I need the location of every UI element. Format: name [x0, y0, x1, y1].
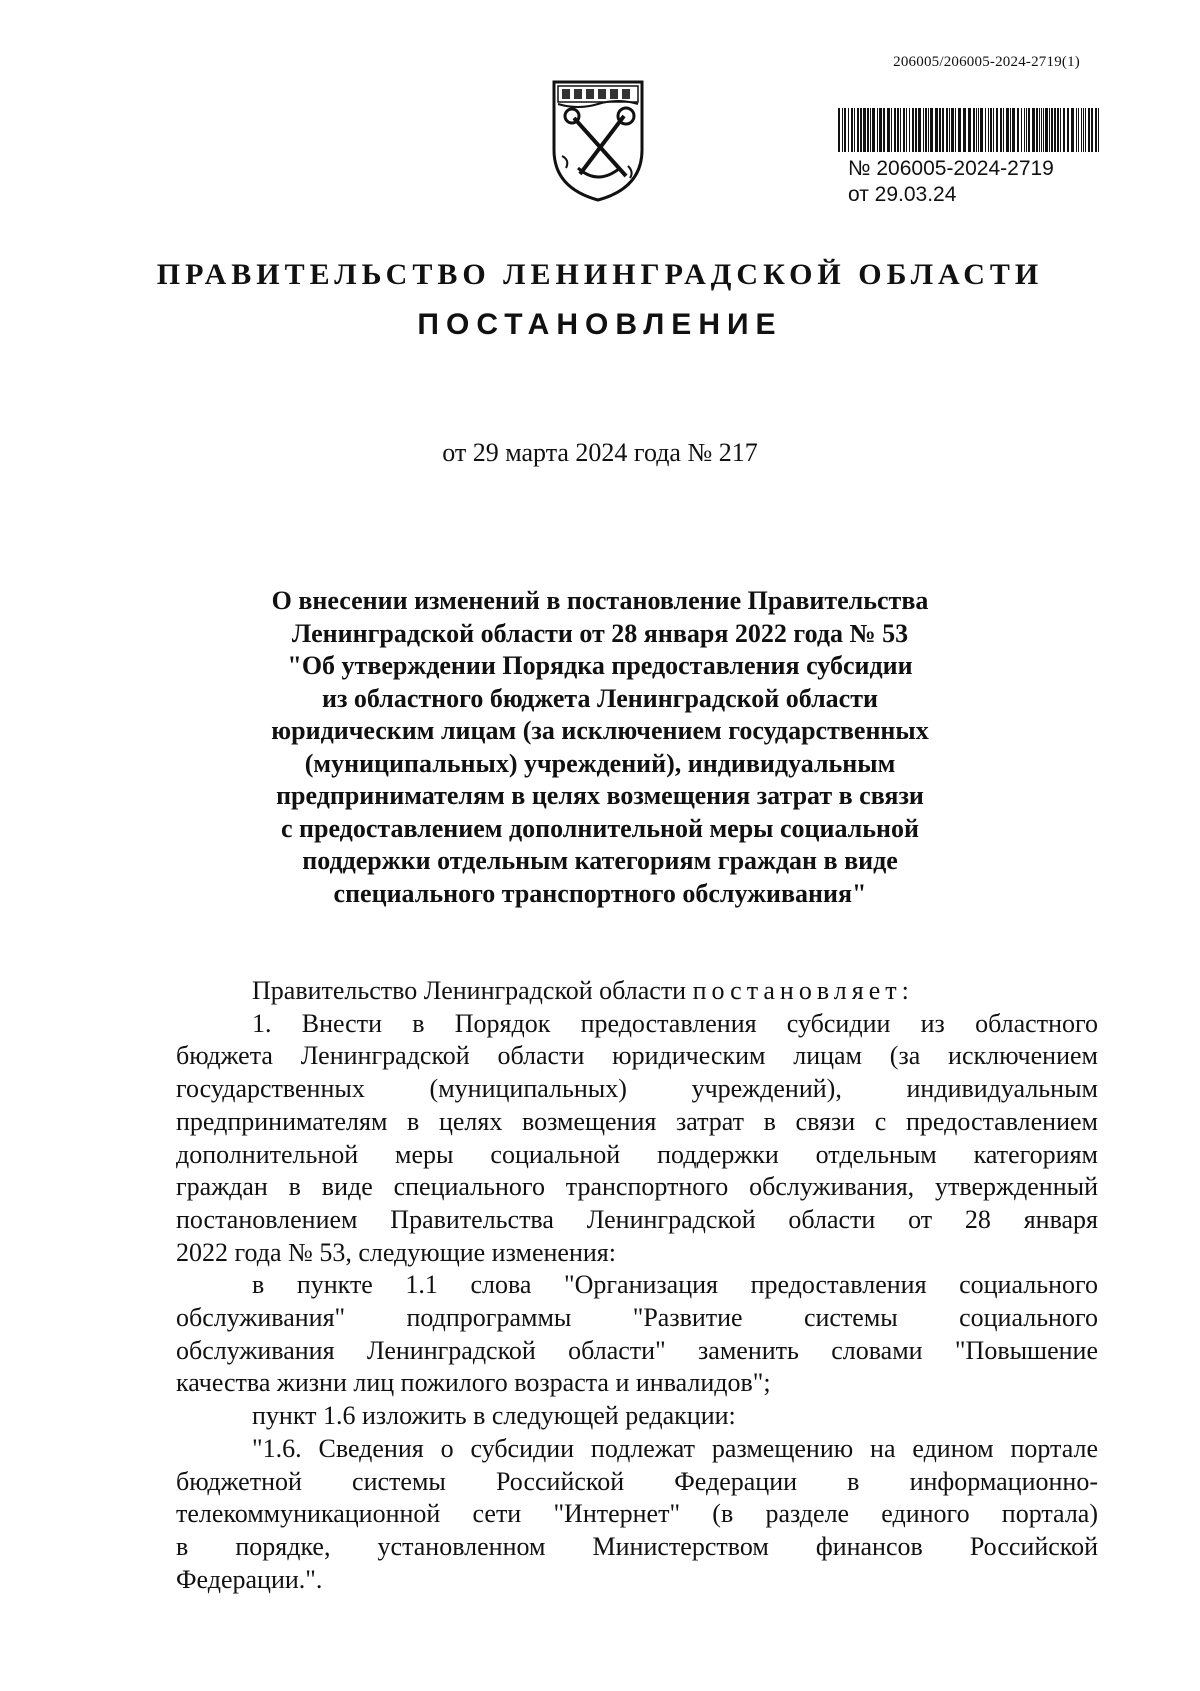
registration-number: № 206005-2024-2719 [848, 157, 1054, 180]
coat-of-arms-emblem [548, 76, 648, 204]
paragraph-4-line: телекоммуникационной сети "Интернет" (в разделе единого портала) [176, 1499, 1098, 1529]
subject-line: юридическим лицам (за исключением государственных [271, 716, 929, 745]
paragraph-2-line: обслуживания Ленинградской области" заменить словами "Повышение [176, 1335, 1098, 1365]
document-code: 206005/206005-2024-2719(1) [893, 54, 1080, 70]
paragraph-4-line: "1.6. Сведения о субсидии подлежат размещению на едином портале [252, 1433, 1098, 1463]
subject-line: специального транспортного обслуживания" [333, 878, 867, 908]
subject-line: О внесении изменений в постановление Правительства [271, 586, 929, 615]
subject-line: (муниципальных) учреждений), индивидуальным [304, 748, 896, 778]
paragraph-1-line: постановлением Правительства Ленинградской области от 28 января [176, 1204, 1098, 1234]
subject-line: "Об утверждении Порядка предоставления субсидии [287, 651, 913, 680]
paragraph-3-line: пункт 1.6 изложить в следующей редакции: [252, 1401, 736, 1431]
decree-subject [0, 585, 1200, 910]
subject-line: Ленинградской области от 28 января 2022 года № 53 [291, 618, 909, 648]
paragraph-4-line: бюджетной системы Российской Федерации в информационно- [176, 1466, 1098, 1496]
paragraph-4-line: в порядке, установленном Министерством финансов Российской [176, 1531, 1098, 1561]
paragraph-1-line: бюджета Ленинградской области юридическим лицам (за исключением [176, 1041, 1098, 1071]
paragraph-2-line: качества жизни лиц пожилого возраста и инвалидов"; [176, 1368, 771, 1398]
government-title: ПРАВИТЕЛЬСТВО ЛЕНИНГРАДСКОЙ ОБЛАСТИ [156, 258, 1044, 291]
subject-line: предпринимателям в целях возмещения затрат в связи [276, 781, 924, 810]
subject-line: из областного бюджета Ленинградской области [322, 683, 878, 713]
subject-line: с предоставлением дополнительной меры социальной [281, 813, 919, 843]
subject-line: поддержки отдельным категориям граждан в виде [302, 846, 898, 875]
paragraph-4-line: Федерации.". [176, 1564, 323, 1594]
registration-date: от 29.03.24 [848, 183, 957, 206]
registration-stamp [848, 156, 1054, 208]
intro-verb: постановляет: [692, 976, 914, 1005]
decree-date-number: от 29 марта 2024 года № 217 [442, 438, 758, 467]
paragraph-1-line: дополнительной меры социальной поддержки отдельным категориям [176, 1139, 1098, 1169]
paragraph-1-line: государственных (муниципальных) учреждений), индивидуальным [176, 1074, 1098, 1104]
document-type: ПОСТАНОВЛЕНИЕ [417, 308, 783, 341]
barcode [838, 108, 1100, 152]
paragraph-1-line: предпринимателям в целях возмещения затрат в связи с предоставлением [176, 1106, 1098, 1136]
paragraph-1-line: граждан в виде специального транспортного обслуживания, утвержденный [176, 1172, 1098, 1202]
intro-line [176, 975, 1098, 1008]
paragraph-1-line: 2022 года № 53, следующие изменения: [176, 1237, 616, 1267]
paragraph-2-line: в пункте 1.1 слова "Организация предоставления социального [252, 1270, 1098, 1300]
paragraph-2-line: обслуживания" подпрограммы "Развитие системы социального [176, 1303, 1098, 1333]
paragraph-1-line: 1. Внести в Порядок предоставления субсидии из областного [252, 1008, 1098, 1038]
intro-prefix: Правительство Ленинградской области [252, 976, 687, 1005]
decree-body [176, 975, 1098, 1596]
